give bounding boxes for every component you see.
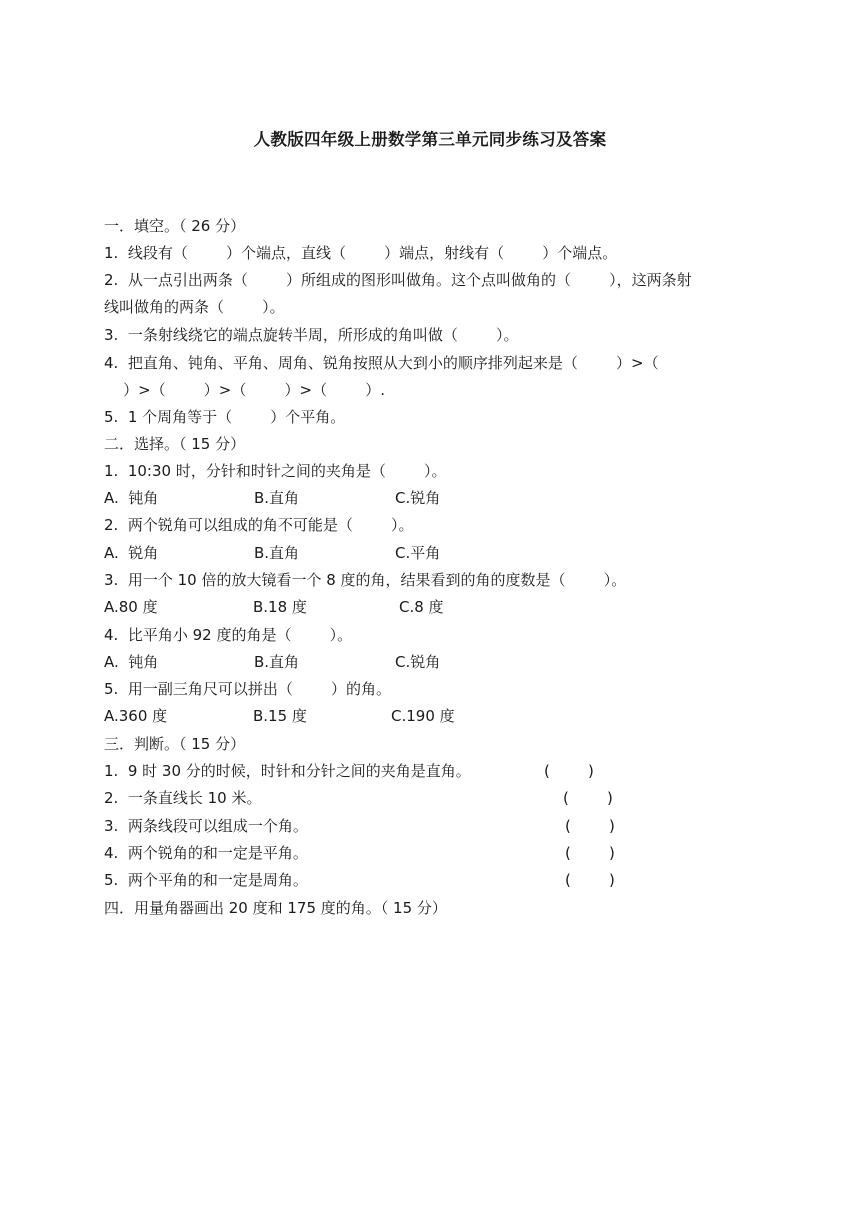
s2-q3-option-b: B.18 度 — [253, 598, 307, 616]
s1-question-1: 1. 线段有（ ）个端点，直线（ ）端点，射线有（ ）个端点。 — [104, 244, 618, 262]
s2-question-2: 2. 两个锐角可以组成的角不可能是（ ）。 — [104, 516, 414, 534]
s2-q5-option-b: B.15 度 — [253, 707, 307, 725]
s1-question-4-line-2: ）>（ ）>（ ）>（ ）. — [104, 381, 385, 399]
s3-question-5: 5. 两个平角的和一定是周角。 — [104, 871, 308, 889]
s3-q5-bracket: ( ) — [565, 871, 615, 889]
document-title: 人教版四年级上册数学第三单元同步练习及答案 — [253, 130, 607, 149]
section-2-heading: 二．选择。（ 15 分） — [104, 435, 246, 453]
s3-q4-bracket: ( ) — [565, 844, 615, 862]
s2-q3-option-c: C.8 度 — [399, 598, 444, 616]
s2-question-4: 4. 比平角小 92 度的角是（ ）。 — [104, 626, 353, 644]
s2-q4-option-b: B.直角 — [254, 653, 300, 671]
s2-q1-option-c: C.锐角 — [395, 489, 441, 507]
s3-question-3: 3. 两条线段可以组成一个角。 — [104, 817, 308, 835]
s2-q3-option-a: A.80 度 — [104, 598, 158, 616]
s1-question-4-line-1: 4. 把直角、钝角、平角、周角、锐角按照从大到小的顺序排列起来是（ ）>（ — [104, 354, 659, 372]
s2-q2-option-b: B.直角 — [254, 544, 300, 562]
s2-question-3: 3. 用一个 10 倍的放大镜看一个 8 度的角，结果看到的角的度数是（ ）。 — [104, 571, 627, 589]
s1-question-2-line-1: 2. 从一点引出两条（ ）所组成的图形叫做角。这个点叫做角的（ ），这两条射 — [104, 271, 692, 289]
s1-question-2-line-2: 线叫做角的两条（ ）。 — [104, 298, 285, 316]
section-4-heading: 四．用量角器画出 20 度和 175 度的角。（ 15 分） — [104, 899, 447, 917]
section-1-heading: 一．填空。（ 26 分） — [104, 217, 246, 235]
s2-q1-option-b: B.直角 — [254, 489, 300, 507]
s2-q4-option-c: C.锐角 — [395, 653, 441, 671]
s2-q4-option-a: A. 钝角 — [104, 653, 159, 671]
s3-q1-bracket: ( ) — [544, 762, 594, 780]
s1-question-3: 3. 一条射线绕它的端点旋转半周，所形成的角叫做（ ）。 — [104, 326, 519, 344]
s3-question-2: 2. 一条直线长 10 米。 — [104, 789, 262, 807]
s2-question-5: 5. 用一副三角尺可以拼出（ ）的角。 — [104, 680, 391, 698]
s2-question-1: 1. 10:30 时，分针和时针之间的夹角是（ ）。 — [104, 462, 447, 480]
s1-question-5: 5. 1 个周角等于（ ）个平角。 — [104, 408, 346, 426]
s3-q2-bracket: ( ) — [563, 789, 613, 807]
s2-q2-option-a: A. 锐角 — [104, 544, 159, 562]
s3-q3-bracket: ( ) — [565, 817, 615, 835]
s3-question-1: 1. 9 时 30 分的时候，时针和分针之间的夹角是直角。 — [104, 762, 471, 780]
s2-q5-option-a: A.360 度 — [104, 707, 168, 725]
s2-q1-option-a: A. 钝角 — [104, 489, 159, 507]
section-3-heading: 三．判断。（ 15 分） — [104, 735, 246, 753]
s3-question-4: 4. 两个锐角的和一定是平角。 — [104, 844, 308, 862]
s2-q2-option-c: C.平角 — [395, 544, 441, 562]
s2-q5-option-c: C.190 度 — [391, 707, 455, 725]
